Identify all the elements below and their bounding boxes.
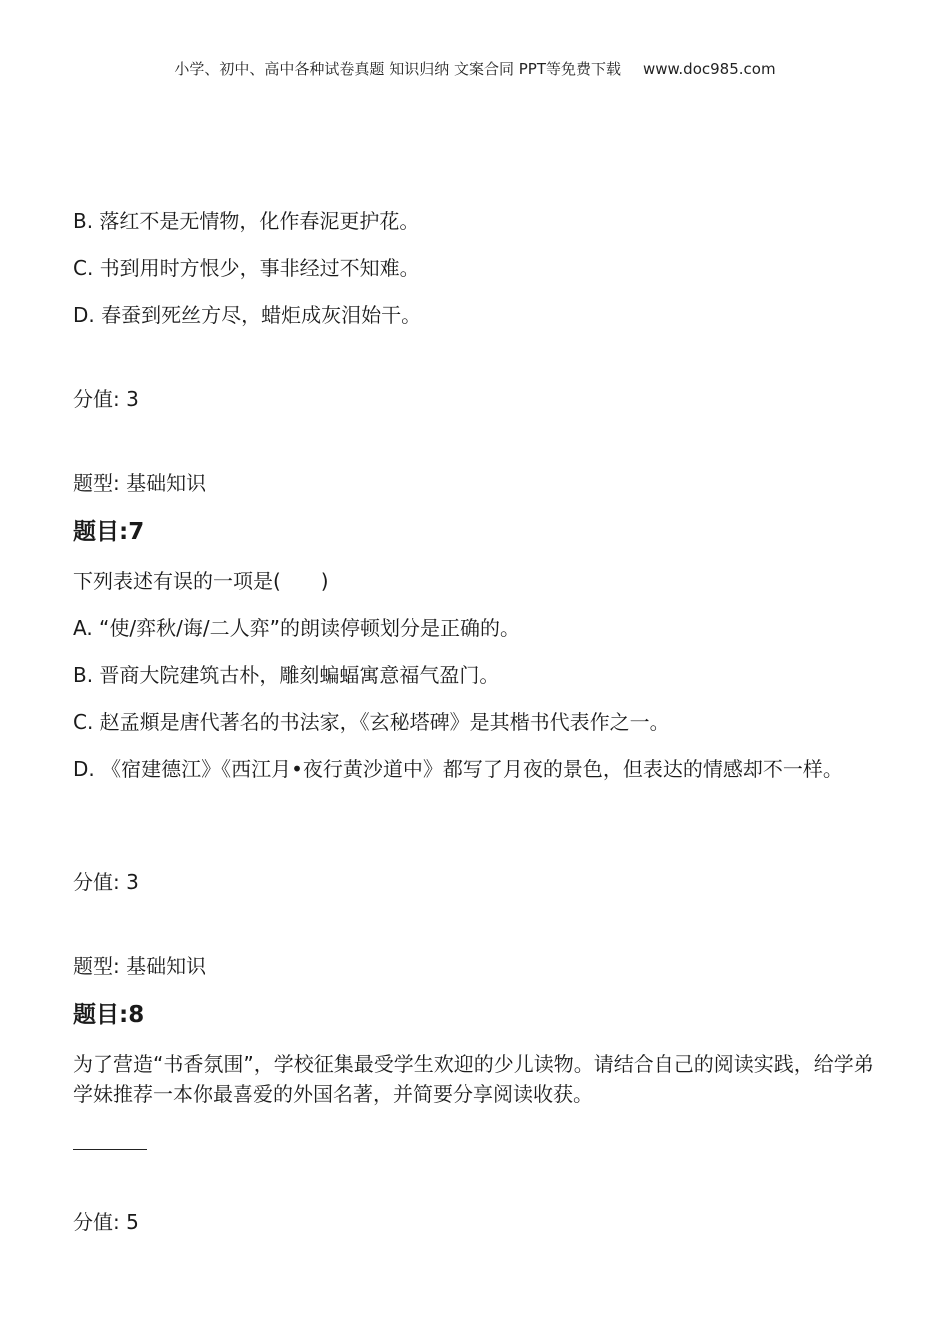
q7-option-c: C. 赵孟頫是唐代著名的书法家，《玄秘塔碑》是其楷书代表作之一。 xyxy=(73,710,670,734)
q6-option-c: C. 书到用时方恨少，事非经过不知难。 xyxy=(73,256,420,280)
q8-heading: 题目:8 xyxy=(73,1002,145,1028)
header-text: 小学、初中、高中各种试卷真题 知识归纳 文案合同 PPT等免费下载 xyxy=(174,60,621,78)
q6-score: 分值: 3 xyxy=(73,387,139,411)
q7-option-d: D. 《宿建德江》《西江月•夜行黄沙道中》都写了月夜的景色，但表达的情感却不一样。 xyxy=(73,757,843,781)
q7-option-b: B. 晋商大院建筑古朴，雕刻蝙蝠寓意福气盈门。 xyxy=(73,663,500,687)
q7-type: 题型: 基础知识 xyxy=(73,954,207,978)
q8-stem: 为了营造“书香氛围”，学校征集最受学生欢迎的少儿读物。请结合自己的阅读实践，给学弟学妹推荐一本你最喜爱的外国名著，并简要分享阅读收获。 xyxy=(73,1052,874,1106)
q6-type: 题型: 基础知识 xyxy=(73,471,207,495)
answer-blank-line xyxy=(73,1149,147,1150)
q7-option-a: A. “使/弈秋/诲/二人弈”的朗读停顿划分是正确的。 xyxy=(73,616,520,640)
header-site-url: www.doc985.com xyxy=(642,60,776,78)
q8-score: 分值: 5 xyxy=(73,1210,139,1234)
q6-option-d: D. 春蚕到死丝方尽，蜡炬成灰泪始干。 xyxy=(73,303,422,327)
q7-heading: 题目:7 xyxy=(73,519,145,545)
page-header xyxy=(0,58,950,79)
q6-option-b: B. 落红不是无情物，化作春泥更护花。 xyxy=(73,209,420,233)
q7-stem: 下列表述有误的一项是( ) xyxy=(73,569,329,593)
q7-score: 分值: 3 xyxy=(73,870,139,894)
